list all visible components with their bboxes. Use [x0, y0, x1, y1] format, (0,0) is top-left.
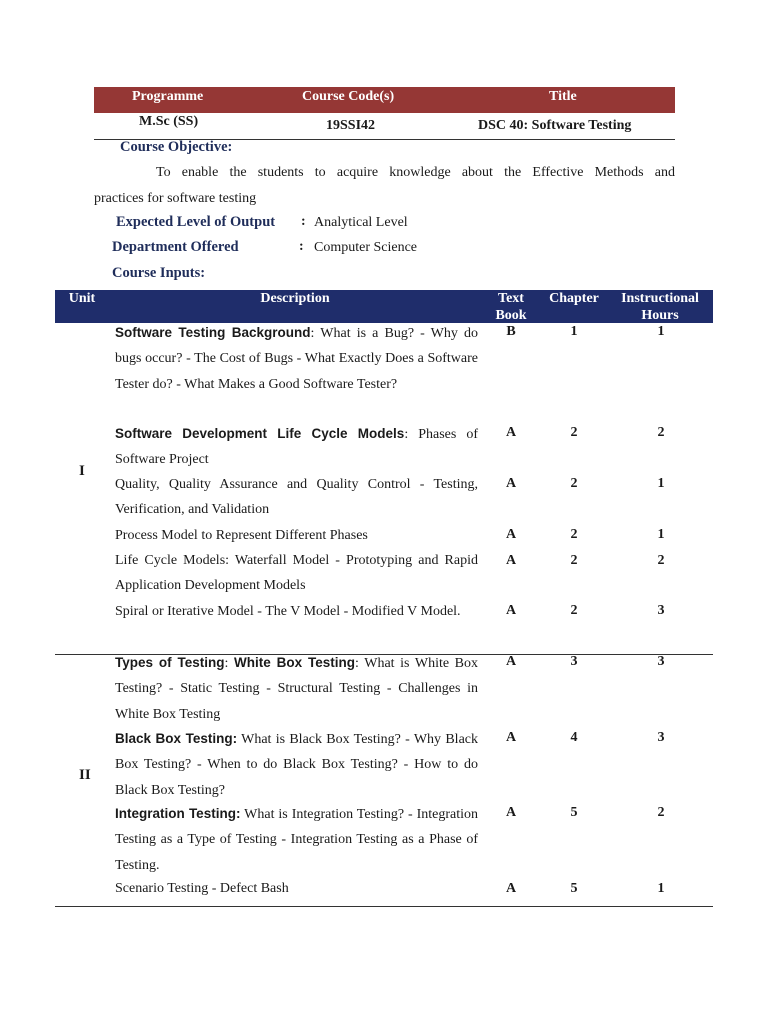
unit2-row2-hours: 3	[657, 730, 665, 745]
unit2-row1-book: A	[505, 654, 517, 669]
unit2-row3-book: A	[505, 805, 517, 820]
unit2-row4-chapter: 5	[570, 881, 578, 896]
unit2-row4-desc: Scenario Testing - Defect Bash	[115, 881, 289, 896]
objective-text-line1: To enable the students to acquire knowledge about the Effective Methods and	[156, 165, 675, 180]
th-textbook: Text Book	[495, 291, 527, 323]
unit1-row6-hours: 3	[657, 603, 665, 618]
course-code-value: 19SSI42	[326, 118, 376, 133]
department-colon: :	[299, 239, 304, 254]
unit1-row6-desc: Spiral or Iterative Model - The V Model - Modified V Model.	[115, 604, 461, 619]
table-bottom-rule	[55, 906, 713, 907]
unit1-row2-book: A	[505, 425, 517, 440]
unit1-row6-book: A	[505, 603, 517, 618]
unit1-row4-hours: 1	[657, 527, 665, 542]
header-table-head	[94, 87, 675, 113]
department-label: Department Offered	[112, 239, 239, 255]
unit1-row6-chapter: 2	[570, 603, 578, 618]
header-col-code: Course Code(s)	[302, 89, 395, 104]
th-unit: Unit	[68, 291, 96, 306]
expected-output-colon: :	[301, 214, 306, 229]
th-description: Description	[260, 291, 330, 306]
unit2-row1-desc: Types of Testing: White Box Testing: What is White Box Testing? - Static Testing - Structural Testing - Challenges in White Box Testing	[115, 655, 479, 722]
th-chapter: Chapter	[549, 291, 599, 306]
expected-output-value: Analytical Level	[314, 215, 408, 230]
header-col-title: Title	[549, 89, 577, 104]
unit1-row5-chapter: 2	[570, 553, 578, 568]
programme-value: M.Sc (SS)	[139, 114, 199, 129]
unit2-row1-chapter: 3	[570, 654, 578, 669]
course-inputs-label: Course Inputs:	[112, 265, 206, 281]
unit2-row3-hours: 2	[657, 805, 665, 820]
unit1-row5-hours: 2	[657, 553, 665, 568]
unit1-row1-hours: 1	[657, 324, 665, 339]
course-objective-label: Course Objective:	[120, 139, 233, 155]
header-table-row	[94, 113, 675, 140]
unit1-row3-hours: 1	[657, 476, 665, 491]
unit2-row4-book: A	[505, 881, 517, 896]
unit1-row2-chapter: 2	[570, 425, 578, 440]
unit1-row1-book: B	[506, 324, 516, 339]
unit1-row5-desc: Life Cycle Models: Waterfall Model - Prototyping and Rapid Application Development Models	[115, 553, 478, 594]
th-hours: Instructional Hours	[621, 291, 699, 323]
course-title-value: DSC 40: Software Testing	[478, 118, 632, 133]
unit2-row2-chapter: 4	[570, 730, 578, 745]
department-value: Computer Science	[314, 240, 418, 255]
unit1-row2-desc: Software Development Life Cycle Models: Phases of Software Project	[115, 426, 478, 468]
unit1-row3-chapter: 2	[570, 476, 578, 491]
unit1-row2-hours: 2	[657, 425, 665, 440]
unit2-row3-desc: Integration Testing: What is Integration Testing? - Integration Testing as a Type of Testing - Integration Testing as a Phase of Testing.	[115, 806, 479, 873]
unit1-row3-book: A	[505, 476, 517, 491]
unit2-row1-hours: 3	[657, 654, 665, 669]
unit1-row1-chapter: 1	[570, 324, 578, 339]
objective-text-line2: practices for software testing	[94, 191, 257, 206]
unit2-row2-book: A	[505, 730, 517, 745]
unit-label-2: II	[79, 767, 91, 783]
unit1-row4-book: A	[505, 527, 517, 542]
unit1-row3-desc: Quality, Quality Assurance and Quality Control - Testing, Verification, and Validation	[115, 477, 478, 518]
unit1-row1-desc: Software Testing Background: What is a Bug? - Why do bugs occur? - The Cost of Bugs - What Exactly Does a Software Tester do? - What Makes a Good Software Tester?	[115, 325, 478, 392]
header-col-programme: Programme	[132, 89, 204, 104]
unit2-row2-desc: Black Box Testing: What is Black Box Testing? - Why Black Box Testing? - When to do Black Box Testing? - How to do Black Box Testing?	[115, 731, 478, 798]
unit-label-1: I	[79, 463, 85, 479]
expected-output-label: Expected Level of Output	[116, 214, 276, 230]
unit2-row4-hours: 1	[657, 881, 665, 896]
course-table-head	[55, 290, 713, 323]
unit1-row5-book: A	[505, 553, 517, 568]
unit1-row4-desc: Process Model to Represent Different Phases	[115, 528, 368, 543]
unit1-row4-chapter: 2	[570, 527, 578, 542]
unit2-row3-chapter: 5	[570, 805, 578, 820]
